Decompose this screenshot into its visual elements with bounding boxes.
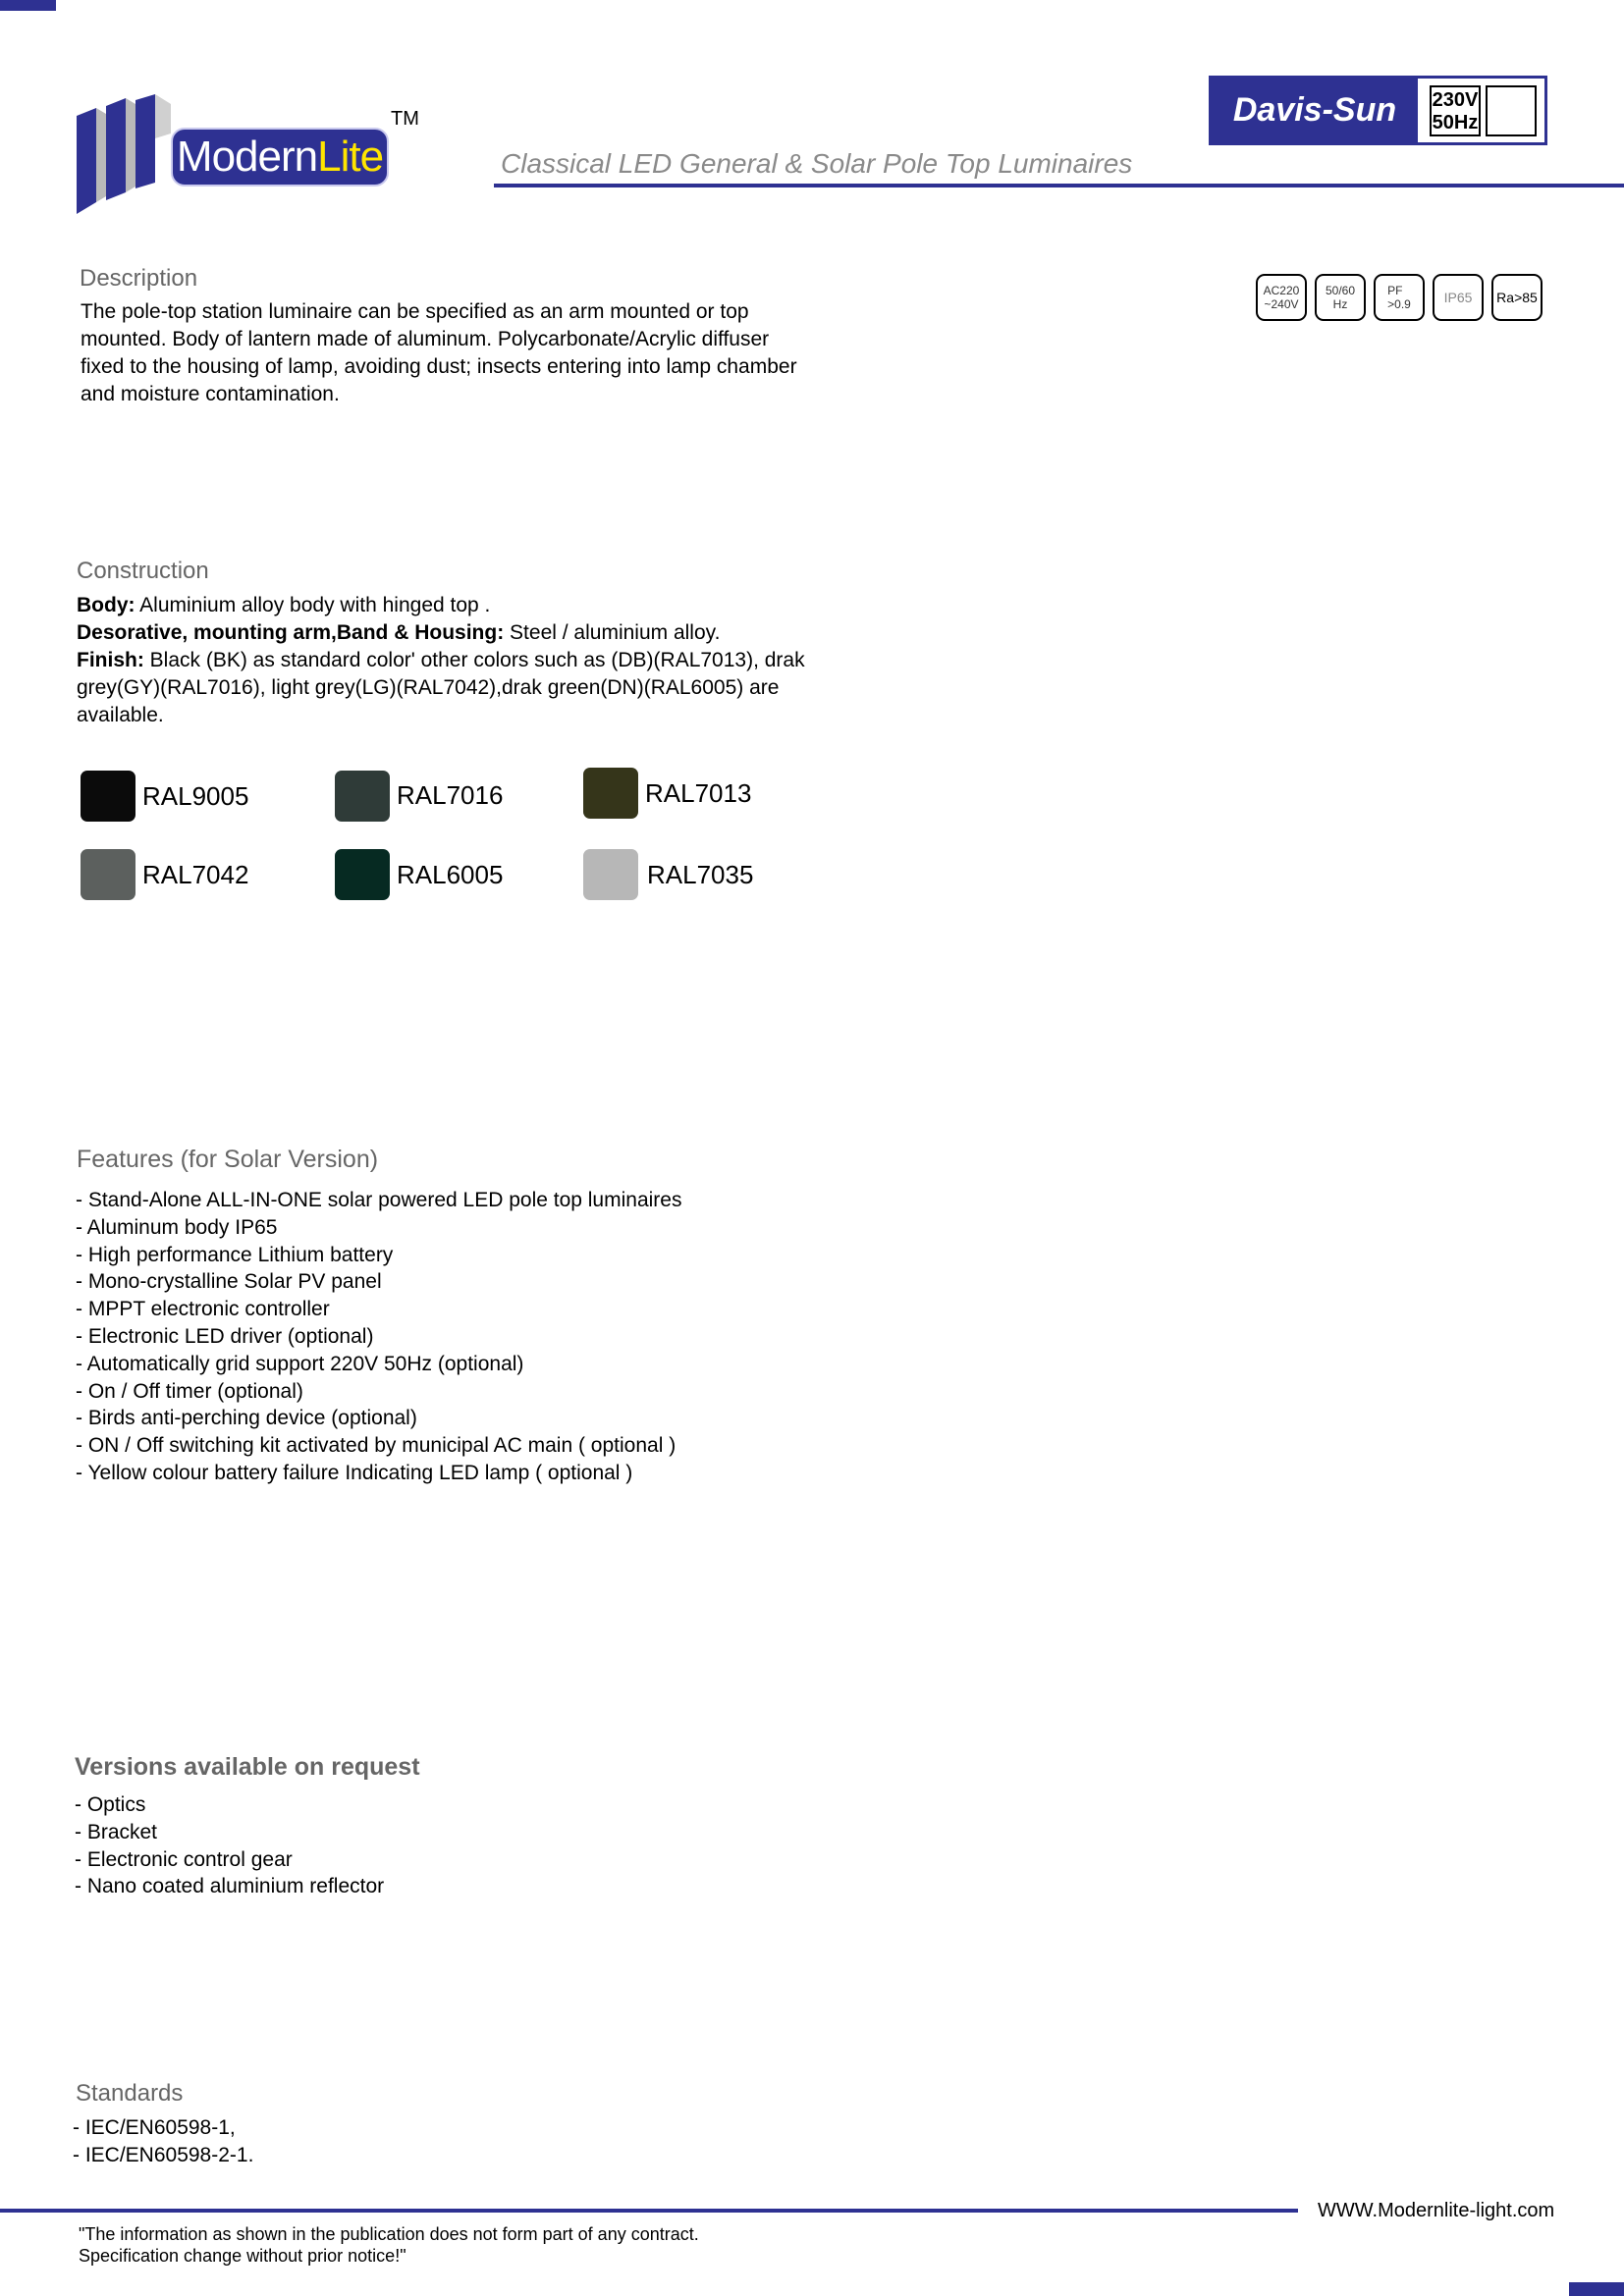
badge-voltage-line1: AC220 [1263,284,1300,297]
footer-disclaimer [79,2223,699,2267]
version-item: - Nano coated aluminium reflector [75,1875,385,1898]
badge-pf-line2: >0.9 [1387,297,1411,311]
standards-title: Standards [76,2080,184,2107]
swatch-label-ral9005: RAL9005 [142,781,249,811]
swatch-ral7035 [583,849,638,900]
disclaimer-line2: Specification change without prior notice!" [79,2246,406,2266]
construction-title: Construction [77,558,209,584]
finish-label: Finish: [77,649,144,671]
standard-item: - IEC/EN60598-1, [73,2116,236,2139]
disclaimer-line1: "The information as shown in the publication does not form part of any contract. [79,2224,699,2244]
badge-voltage-line2: ~240V [1264,297,1299,311]
feature-item: - On / Off timer (optional) [76,1379,303,1403]
corner-mark-bottom-right [1569,2282,1624,2296]
page-title: Classical LED General & Solar Pole Top Luminaires [501,148,1133,179]
construction-body [77,592,833,619]
voltage-rating [1430,85,1481,136]
body-text: Aluminium alloy body with hinged top . [135,594,491,616]
feature-item: - MPPT electronic controller [76,1298,330,1321]
logo-word-lite: Lite [317,133,384,181]
badge-frequency-line2: Hz [1332,297,1348,311]
decorative-text: Steel / aluminium alloy. [504,621,721,644]
badge-frequency-line1: 50/60 [1325,284,1356,297]
spec-badges [1256,274,1543,321]
finish-text: Black (BK) as standard color' other colors such as (DB)(RAL7013), drak grey(GY)(RAL7016), light grey(LG)(RAL7042),drak green(DN)(RAL6005) are available. [77,649,805,726]
swatch-ral9005 [81,771,135,822]
swatch-ral6005 [335,849,390,900]
feature-item: - Automatically grid support 220V 50Hz (optional) [76,1352,524,1375]
badge-pf-line1: PF [1387,284,1403,297]
brand-logo [77,94,420,217]
decorative-label: Desorative, mounting arm,Band & Housing: [77,621,505,644]
voltage-line2: 50Hz [1432,112,1479,133]
voltage-line1: 230V [1432,89,1479,111]
trademark-symbol: TM [391,108,419,130]
description-title: Description [80,265,198,292]
construction-decorative [77,619,833,647]
swatch-label-ral7013: RAL7013 [645,778,752,808]
logo-word-modern: Modern [176,133,318,181]
product-header-box [1209,76,1547,145]
empty-rating-box [1486,85,1537,136]
swatch-label-ral7016: RAL7016 [397,780,504,810]
standard-item: - IEC/EN60598-2-1. [73,2143,254,2166]
logo-wordmark [171,128,389,187]
standards-list [73,2114,253,2169]
features-list [76,1187,681,1487]
footer-website: WWW.Modernlite-light.com [1318,2200,1555,2221]
body-label: Body: [77,594,135,616]
swatch-ral7042 [81,849,135,900]
badge-voltage [1256,274,1307,321]
feature-item: - Birds anti-perching device (optional) [76,1407,417,1430]
badge-frequency [1315,274,1366,321]
construction-finish [77,647,833,729]
badge-ip-line1: IP65 [1443,290,1473,305]
versions-list [75,1791,384,1900]
swatch-ral7016 [335,771,390,822]
corner-mark-top-left [0,0,56,11]
construction-text [77,592,833,729]
swatch-label-ral6005: RAL6005 [397,860,504,889]
badge-power-factor [1374,274,1425,321]
feature-item: - High performance Lithium battery [76,1243,394,1266]
description-text: The pole-top station luminaire can be specified as an arm mounted or top mounted. Body of lantern made of aluminum. Polycarbonate/Acrylic diffuser fixed to the housing of lamp, avoiding dust; insects entering into lamp chamber and moisture contamination. [81,300,797,405]
header-divider [494,184,1624,187]
feature-item: - ON / Off switching kit activated by municipal AC main ( optional ) [76,1434,677,1458]
badge-ip-rating [1433,274,1484,321]
feature-item: - Yellow colour battery failure Indicating LED lamp ( optional ) [76,1461,633,1484]
feature-item: - Electronic LED driver (optional) [76,1324,374,1348]
product-name: Davis-Sun [1212,79,1418,142]
footer-divider [0,2209,1298,2213]
version-item: - Optics [75,1793,146,1816]
swatch-ral7013 [583,768,638,819]
badge-cri [1491,274,1543,321]
feature-item: - Mono-crystalline Solar PV panel [76,1270,382,1294]
versions-title: Versions available on request [75,1753,420,1781]
version-item: - Bracket [75,1820,158,1843]
swatch-label-ral7042: RAL7042 [142,860,249,889]
badge-cri-line1: Ra>85 [1496,290,1538,305]
logo-pillars-icon [77,94,175,217]
swatch-label-ral7035: RAL7035 [647,860,754,889]
version-item: - Electronic control gear [75,1847,293,1871]
feature-item: - Stand-Alone ALL-IN-ONE solar powered LED pole top luminaires [76,1189,682,1211]
feature-item: - Aluminum body IP65 [76,1215,278,1239]
features-title: Features (for Solar Version) [77,1146,379,1173]
